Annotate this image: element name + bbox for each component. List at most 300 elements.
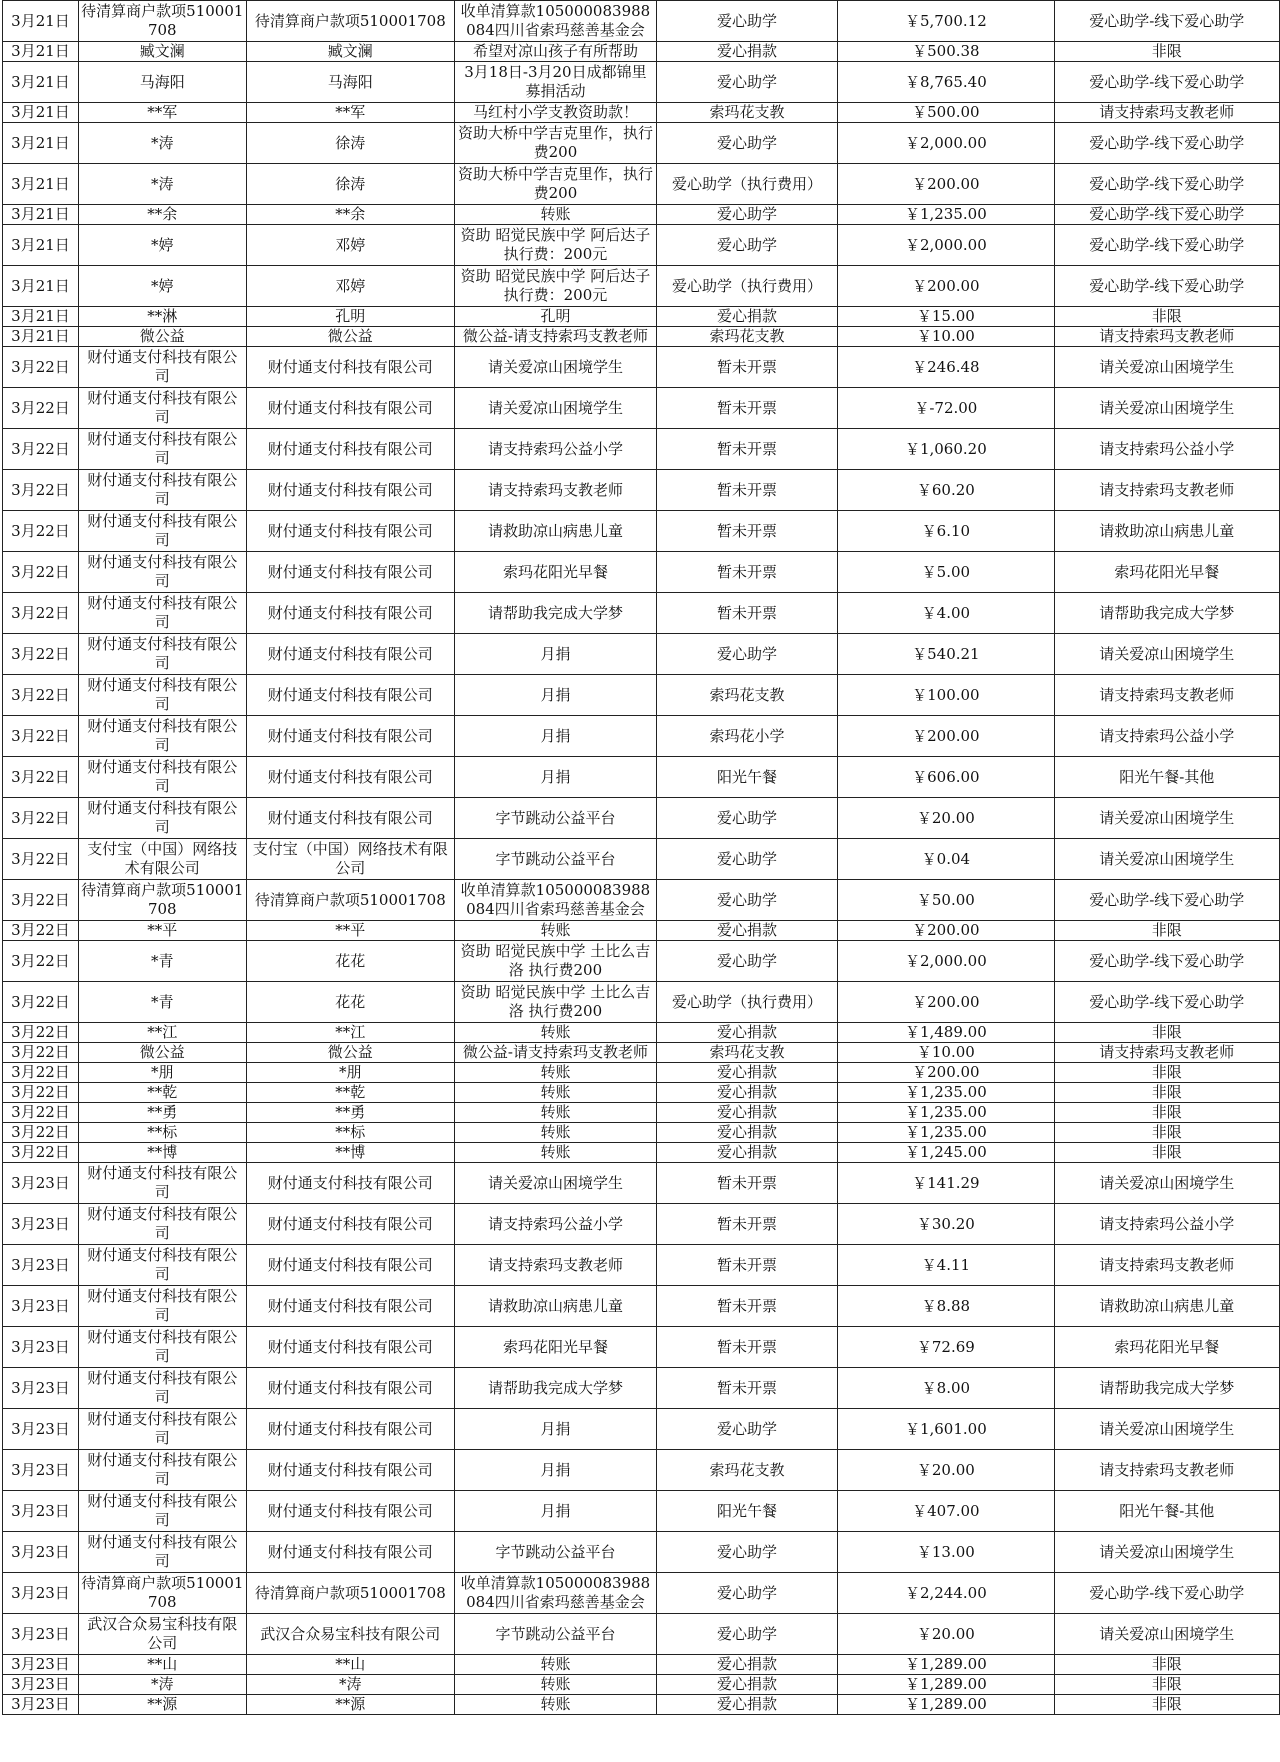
date-cell: 3月23日	[3, 1573, 79, 1614]
amount-cell: ￥500.00	[838, 103, 1054, 123]
remark-cell: 字节跳动公益平台	[454, 1532, 656, 1573]
purpose-cell: 非限	[1054, 921, 1279, 941]
amount-cell: ￥50.00	[838, 880, 1054, 921]
category-cell: 索玛花支教	[656, 103, 837, 123]
table-row	[3, 388, 1280, 429]
remark-cell: 请关爱凉山困境学生	[454, 388, 656, 429]
donor-cell: 财付通支付科技有限公司	[246, 470, 454, 511]
category-cell: 爱心捐款	[656, 1655, 837, 1675]
payer-cell: **源	[78, 1695, 246, 1715]
category-cell: 爱心捐款	[656, 1695, 837, 1715]
amount-cell: ￥13.00	[838, 1532, 1054, 1573]
amount-cell: ￥20.00	[838, 798, 1054, 839]
donor-cell: **平	[246, 921, 454, 941]
payer-cell: 财付通支付科技有限公司	[78, 347, 246, 388]
purpose-cell: 非限	[1054, 1655, 1279, 1675]
payer-cell: *涛	[78, 1675, 246, 1695]
donor-cell: *涛	[246, 1675, 454, 1695]
table-row	[3, 1143, 1280, 1163]
table-row	[3, 1103, 1280, 1123]
purpose-cell: 爱心助学-线下爱心助学	[1054, 225, 1279, 266]
remark-cell: 资助 昭觉民族中学 阿后达子 执行费：200元	[454, 225, 656, 266]
category-cell: 爱心捐款	[656, 1023, 837, 1043]
purpose-cell: 爱心助学-线下爱心助学	[1054, 266, 1279, 307]
remark-cell: 索玛花阳光早餐	[454, 552, 656, 593]
category-cell: 爱心助学	[656, 1614, 837, 1655]
donor-cell: 微公益	[246, 1043, 454, 1063]
table-row	[3, 347, 1280, 388]
payer-cell: 支付宝（中国）网络技术有限公司	[78, 839, 246, 880]
purpose-cell: 请关爱凉山困境学生	[1054, 634, 1279, 675]
remark-cell: 转账	[454, 1023, 656, 1043]
amount-cell: ￥100.00	[838, 675, 1054, 716]
payer-cell: 财付通支付科技有限公司	[78, 675, 246, 716]
table-row	[3, 103, 1280, 123]
amount-cell: ￥20.00	[838, 1614, 1054, 1655]
remark-cell: 孔明	[454, 307, 656, 327]
date-cell: 3月21日	[3, 42, 79, 62]
remark-cell: 请救助凉山病患儿童	[454, 511, 656, 552]
category-cell: 爱心助学	[656, 1409, 837, 1450]
amount-cell: ￥141.29	[838, 1163, 1054, 1204]
donor-cell: 财付通支付科技有限公司	[246, 1327, 454, 1368]
category-cell: 爱心助学（执行费用）	[656, 982, 837, 1023]
category-cell: 暂未开票	[656, 470, 837, 511]
remark-cell: 请关爱凉山困境学生	[454, 347, 656, 388]
date-cell: 3月21日	[3, 62, 79, 103]
donor-cell: 邓婷	[246, 225, 454, 266]
amount-cell: ￥5,700.12	[838, 1, 1054, 42]
table-row	[3, 307, 1280, 327]
remark-cell: 资助大桥中学吉克里作，执行费200	[454, 123, 656, 164]
amount-cell: ￥-72.00	[838, 388, 1054, 429]
table-row	[3, 1695, 1280, 1715]
table-row	[3, 593, 1280, 634]
date-cell: 3月22日	[3, 921, 79, 941]
donor-cell: 武汉合众易宝科技有限公司	[246, 1614, 454, 1655]
payer-cell: **余	[78, 205, 246, 225]
date-cell: 3月22日	[3, 1123, 79, 1143]
payer-cell: **勇	[78, 1103, 246, 1123]
payer-cell: *青	[78, 982, 246, 1023]
date-cell: 3月23日	[3, 1245, 79, 1286]
date-cell: 3月22日	[3, 1063, 79, 1083]
donor-cell: 花花	[246, 982, 454, 1023]
purpose-cell: 非限	[1054, 1123, 1279, 1143]
donor-cell: 财付通支付科技有限公司	[246, 1245, 454, 1286]
donor-cell: 财付通支付科技有限公司	[246, 1163, 454, 1204]
category-cell: 索玛花支教	[656, 1043, 837, 1063]
donor-cell: **标	[246, 1123, 454, 1143]
donor-cell: 财付通支付科技有限公司	[246, 798, 454, 839]
date-cell: 3月21日	[3, 205, 79, 225]
donor-cell: 财付通支付科技有限公司	[246, 675, 454, 716]
category-cell: 索玛花支教	[656, 327, 837, 347]
date-cell: 3月23日	[3, 1614, 79, 1655]
purpose-cell: 索玛花阳光早餐	[1054, 552, 1279, 593]
purpose-cell: 请支持索玛公益小学	[1054, 1204, 1279, 1245]
purpose-cell: 爱心助学-线下爱心助学	[1054, 62, 1279, 103]
date-cell: 3月23日	[3, 1695, 79, 1715]
remark-cell: 资助大桥中学吉克里作，执行费200	[454, 164, 656, 205]
purpose-cell: 非限	[1054, 1083, 1279, 1103]
donor-cell: 财付通支付科技有限公司	[246, 593, 454, 634]
table-row	[3, 1614, 1280, 1655]
table-row	[3, 1204, 1280, 1245]
date-cell: 3月23日	[3, 1675, 79, 1695]
donor-cell: 邓婷	[246, 266, 454, 307]
date-cell: 3月22日	[3, 470, 79, 511]
amount-cell: ￥200.00	[838, 1063, 1054, 1083]
category-cell: 爱心助学	[656, 634, 837, 675]
table-row	[3, 42, 1280, 62]
remark-cell: 月捐	[454, 1409, 656, 1450]
remark-cell: 转账	[454, 1695, 656, 1715]
amount-cell: ￥1,235.00	[838, 1083, 1054, 1103]
remark-cell: 转账	[454, 1675, 656, 1695]
donor-cell: **乾	[246, 1083, 454, 1103]
purpose-cell: 请救助凉山病患儿童	[1054, 1286, 1279, 1327]
date-cell: 3月21日	[3, 225, 79, 266]
table-row	[3, 1043, 1280, 1063]
payer-cell: *婷	[78, 225, 246, 266]
category-cell: 爱心捐款	[656, 1123, 837, 1143]
amount-cell: ￥1,235.00	[838, 205, 1054, 225]
ledger-body	[3, 1, 1280, 1715]
remark-cell: 字节跳动公益平台	[454, 839, 656, 880]
donor-cell: 财付通支付科技有限公司	[246, 347, 454, 388]
donor-cell: 孔明	[246, 307, 454, 327]
amount-cell: ￥60.20	[838, 470, 1054, 511]
amount-cell: ￥2,000.00	[838, 941, 1054, 982]
donor-cell: 待清算商户款项510001708	[246, 1, 454, 42]
category-cell: 爱心助学	[656, 123, 837, 164]
purpose-cell: 爱心助学-线下爱心助学	[1054, 164, 1279, 205]
donor-cell: 徐涛	[246, 164, 454, 205]
purpose-cell: 请关爱凉山困境学生	[1054, 347, 1279, 388]
remark-cell: 请帮助我完成大学梦	[454, 1368, 656, 1409]
remark-cell: 字节跳动公益平台	[454, 1614, 656, 1655]
amount-cell: ￥1,289.00	[838, 1675, 1054, 1695]
date-cell: 3月22日	[3, 511, 79, 552]
remark-cell: 收单清算款105000083988084四川省索玛慈善基金会	[454, 1573, 656, 1614]
table-row	[3, 429, 1280, 470]
date-cell: 3月22日	[3, 1043, 79, 1063]
category-cell: 暂未开票	[656, 1327, 837, 1368]
date-cell: 3月21日	[3, 1, 79, 42]
category-cell: 爱心捐款	[656, 1675, 837, 1695]
amount-cell: ￥200.00	[838, 921, 1054, 941]
remark-cell: 转账	[454, 1103, 656, 1123]
category-cell: 爱心捐款	[656, 1083, 837, 1103]
table-row	[3, 1063, 1280, 1083]
donor-cell: 财付通支付科技有限公司	[246, 511, 454, 552]
purpose-cell: 非限	[1054, 1675, 1279, 1695]
donor-cell: 财付通支付科技有限公司	[246, 429, 454, 470]
amount-cell: ￥200.00	[838, 266, 1054, 307]
category-cell: 暂未开票	[656, 347, 837, 388]
purpose-cell: 索玛花阳光早餐	[1054, 1327, 1279, 1368]
remark-cell: 请救助凉山病患儿童	[454, 1286, 656, 1327]
date-cell: 3月23日	[3, 1532, 79, 1573]
remark-cell: 请支持索玛支教老师	[454, 1245, 656, 1286]
table-row	[3, 921, 1280, 941]
remark-cell: 转账	[454, 1123, 656, 1143]
payer-cell: 财付通支付科技有限公司	[78, 1409, 246, 1450]
remark-cell: 转账	[454, 1083, 656, 1103]
category-cell: 暂未开票	[656, 593, 837, 634]
date-cell: 3月22日	[3, 1083, 79, 1103]
date-cell: 3月21日	[3, 164, 79, 205]
table-row	[3, 1450, 1280, 1491]
purpose-cell: 请关爱凉山困境学生	[1054, 839, 1279, 880]
category-cell: 暂未开票	[656, 552, 837, 593]
amount-cell: ￥6.10	[838, 511, 1054, 552]
payer-cell: 待清算商户款项510001708	[78, 880, 246, 921]
date-cell: 3月22日	[3, 880, 79, 921]
table-row	[3, 552, 1280, 593]
category-cell: 爱心助学（执行费用）	[656, 266, 837, 307]
table-row	[3, 941, 1280, 982]
payer-cell: *婷	[78, 266, 246, 307]
date-cell: 3月22日	[3, 982, 79, 1023]
donor-cell: 财付通支付科技有限公司	[246, 716, 454, 757]
table-row	[3, 982, 1280, 1023]
purpose-cell: 爱心助学-线下爱心助学	[1054, 941, 1279, 982]
purpose-cell: 请支持索玛支教老师	[1054, 1245, 1279, 1286]
payer-cell: 武汉合众易宝科技有限公司	[78, 1614, 246, 1655]
amount-cell: ￥1,235.00	[838, 1103, 1054, 1123]
purpose-cell: 爱心助学-线下爱心助学	[1054, 982, 1279, 1023]
category-cell: 爱心助学	[656, 880, 837, 921]
table-row	[3, 266, 1280, 307]
purpose-cell: 非限	[1054, 1023, 1279, 1043]
purpose-cell: 请支持索玛支教老师	[1054, 327, 1279, 347]
donor-cell: 财付通支付科技有限公司	[246, 1409, 454, 1450]
donation-ledger-table	[2, 0, 1280, 1715]
donor-cell: 财付通支付科技有限公司	[246, 1532, 454, 1573]
remark-cell: 3月18日-3月20日成都锦里募捐活动	[454, 62, 656, 103]
remark-cell: 月捐	[454, 675, 656, 716]
date-cell: 3月23日	[3, 1450, 79, 1491]
donor-cell: 财付通支付科技有限公司	[246, 1491, 454, 1532]
donor-cell: 财付通支付科技有限公司	[246, 552, 454, 593]
donor-cell: 财付通支付科技有限公司	[246, 757, 454, 798]
table-row	[3, 757, 1280, 798]
donor-cell: **勇	[246, 1103, 454, 1123]
payer-cell: 财付通支付科技有限公司	[78, 634, 246, 675]
category-cell: 暂未开票	[656, 1368, 837, 1409]
remark-cell: 请支持索玛支教老师	[454, 470, 656, 511]
payer-cell: *涛	[78, 164, 246, 205]
table-row	[3, 62, 1280, 103]
table-row	[3, 880, 1280, 921]
category-cell: 爱心助学	[656, 1532, 837, 1573]
date-cell: 3月22日	[3, 593, 79, 634]
remark-cell: 微公益-请支持索玛支教老师	[454, 327, 656, 347]
date-cell: 3月23日	[3, 1163, 79, 1204]
category-cell: 爱心捐款	[656, 921, 837, 941]
donor-cell: **军	[246, 103, 454, 123]
payer-cell: *朋	[78, 1063, 246, 1083]
remark-cell: 资助 昭觉民族中学 土比么吉洛 执行费200	[454, 941, 656, 982]
purpose-cell: 非限	[1054, 1695, 1279, 1715]
remark-cell: 微公益-请支持索玛支教老师	[454, 1043, 656, 1063]
table-row	[3, 634, 1280, 675]
remark-cell: 马红村小学支教资助款！	[454, 103, 656, 123]
payer-cell: **平	[78, 921, 246, 941]
amount-cell: ￥20.00	[838, 1450, 1054, 1491]
donor-cell: 徐涛	[246, 123, 454, 164]
date-cell: 3月22日	[3, 634, 79, 675]
category-cell: 索玛花小学	[656, 716, 837, 757]
donor-cell: **博	[246, 1143, 454, 1163]
payer-cell: 财付通支付科技有限公司	[78, 1245, 246, 1286]
payer-cell: 待清算商户款项510001708	[78, 1, 246, 42]
donor-cell: 支付宝（中国）网络技术有限公司	[246, 839, 454, 880]
donor-cell: 财付通支付科技有限公司	[246, 634, 454, 675]
amount-cell: ￥200.00	[838, 982, 1054, 1023]
table-row	[3, 1163, 1280, 1204]
payer-cell: 财付通支付科技有限公司	[78, 716, 246, 757]
date-cell: 3月22日	[3, 716, 79, 757]
purpose-cell: 非限	[1054, 307, 1279, 327]
payer-cell: 待清算商户款项510001708	[78, 1573, 246, 1614]
purpose-cell: 请关爱凉山困境学生	[1054, 388, 1279, 429]
purpose-cell: 请支持索玛支教老师	[1054, 1450, 1279, 1491]
payer-cell: 微公益	[78, 1043, 246, 1063]
donor-cell: 财付通支付科技有限公司	[246, 1286, 454, 1327]
purpose-cell: 爱心助学-线下爱心助学	[1054, 880, 1279, 921]
purpose-cell: 非限	[1054, 1103, 1279, 1123]
category-cell: 爱心助学	[656, 798, 837, 839]
payer-cell: 财付通支付科技有限公司	[78, 1450, 246, 1491]
payer-cell: 财付通支付科技有限公司	[78, 1204, 246, 1245]
table-row	[3, 164, 1280, 205]
table-row	[3, 1655, 1280, 1675]
date-cell: 3月22日	[3, 941, 79, 982]
table-row	[3, 716, 1280, 757]
category-cell: 爱心捐款	[656, 307, 837, 327]
payer-cell: 臧文澜	[78, 42, 246, 62]
payer-cell: 财付通支付科技有限公司	[78, 470, 246, 511]
remark-cell: 希望对凉山孩子有所帮助	[454, 42, 656, 62]
payer-cell: 财付通支付科技有限公司	[78, 1368, 246, 1409]
remark-cell: 转账	[454, 1063, 656, 1083]
category-cell: 暂未开票	[656, 1245, 837, 1286]
payer-cell: 财付通支付科技有限公司	[78, 798, 246, 839]
payer-cell: 财付通支付科技有限公司	[78, 1163, 246, 1204]
date-cell: 3月23日	[3, 1655, 79, 1675]
amount-cell: ￥1,489.00	[838, 1023, 1054, 1043]
purpose-cell: 请救助凉山病患儿童	[1054, 511, 1279, 552]
date-cell: 3月23日	[3, 1204, 79, 1245]
payer-cell: **乾	[78, 1083, 246, 1103]
date-cell: 3月22日	[3, 798, 79, 839]
date-cell: 3月22日	[3, 429, 79, 470]
category-cell: 暂未开票	[656, 1163, 837, 1204]
date-cell: 3月23日	[3, 1409, 79, 1450]
donor-cell: 待清算商户款项510001708	[246, 880, 454, 921]
date-cell: 3月22日	[3, 1143, 79, 1163]
purpose-cell: 请支持索玛支教老师	[1054, 675, 1279, 716]
category-cell: 索玛花支教	[656, 1450, 837, 1491]
amount-cell: ￥2,244.00	[838, 1573, 1054, 1614]
category-cell: 爱心助学	[656, 839, 837, 880]
donor-cell: **江	[246, 1023, 454, 1043]
amount-cell: ￥1,060.20	[838, 429, 1054, 470]
purpose-cell: 请帮助我完成大学梦	[1054, 1368, 1279, 1409]
amount-cell: ￥2,000.00	[838, 123, 1054, 164]
amount-cell: ￥540.21	[838, 634, 1054, 675]
purpose-cell: 爱心助学-线下爱心助学	[1054, 205, 1279, 225]
amount-cell: ￥4.00	[838, 593, 1054, 634]
payer-cell: *涛	[78, 123, 246, 164]
donor-cell: 马海阳	[246, 62, 454, 103]
amount-cell: ￥606.00	[838, 757, 1054, 798]
date-cell: 3月21日	[3, 327, 79, 347]
remark-cell: 请帮助我完成大学梦	[454, 593, 656, 634]
amount-cell: ￥246.48	[838, 347, 1054, 388]
table-row	[3, 1573, 1280, 1614]
date-cell: 3月23日	[3, 1368, 79, 1409]
amount-cell: ￥0.04	[838, 839, 1054, 880]
category-cell: 暂未开票	[656, 429, 837, 470]
date-cell: 3月22日	[3, 839, 79, 880]
category-cell: 爱心捐款	[656, 42, 837, 62]
remark-cell: 转账	[454, 205, 656, 225]
date-cell: 3月22日	[3, 675, 79, 716]
payer-cell: 财付通支付科技有限公司	[78, 1532, 246, 1573]
donor-cell: 财付通支付科技有限公司	[246, 1368, 454, 1409]
amount-cell: ￥30.20	[838, 1204, 1054, 1245]
date-cell: 3月22日	[3, 1023, 79, 1043]
category-cell: 爱心助学	[656, 941, 837, 982]
payer-cell: 微公益	[78, 327, 246, 347]
donor-cell: **余	[246, 205, 454, 225]
purpose-cell: 请支持索玛支教老师	[1054, 470, 1279, 511]
table-row	[3, 205, 1280, 225]
donor-cell: **山	[246, 1655, 454, 1675]
payer-cell: **军	[78, 103, 246, 123]
payer-cell: 财付通支付科技有限公司	[78, 388, 246, 429]
remark-cell: 请支持索玛公益小学	[454, 1204, 656, 1245]
remark-cell: 收单清算款105000083988084四川省索玛慈善基金会	[454, 1, 656, 42]
category-cell: 爱心助学	[656, 1, 837, 42]
remark-cell: 请关爱凉山困境学生	[454, 1163, 656, 1204]
category-cell: 爱心捐款	[656, 1143, 837, 1163]
amount-cell: ￥10.00	[838, 1043, 1054, 1063]
table-row	[3, 1327, 1280, 1368]
date-cell: 3月21日	[3, 123, 79, 164]
amount-cell: ￥200.00	[838, 716, 1054, 757]
remark-cell: 收单清算款105000083988084四川省索玛慈善基金会	[454, 880, 656, 921]
table-row	[3, 1491, 1280, 1532]
purpose-cell: 非限	[1054, 1063, 1279, 1083]
date-cell: 3月22日	[3, 757, 79, 798]
donor-cell: 花花	[246, 941, 454, 982]
purpose-cell: 请支持索玛公益小学	[1054, 429, 1279, 470]
payer-cell: **标	[78, 1123, 246, 1143]
payer-cell: 财付通支付科技有限公司	[78, 429, 246, 470]
remark-cell: 转账	[454, 921, 656, 941]
amount-cell: ￥72.69	[838, 1327, 1054, 1368]
table-row	[3, 1675, 1280, 1695]
category-cell: 爱心助学	[656, 225, 837, 266]
table-row	[3, 327, 1280, 347]
purpose-cell: 非限	[1054, 42, 1279, 62]
remark-cell: 资助 昭觉民族中学 土比么吉洛 执行费200	[454, 982, 656, 1023]
